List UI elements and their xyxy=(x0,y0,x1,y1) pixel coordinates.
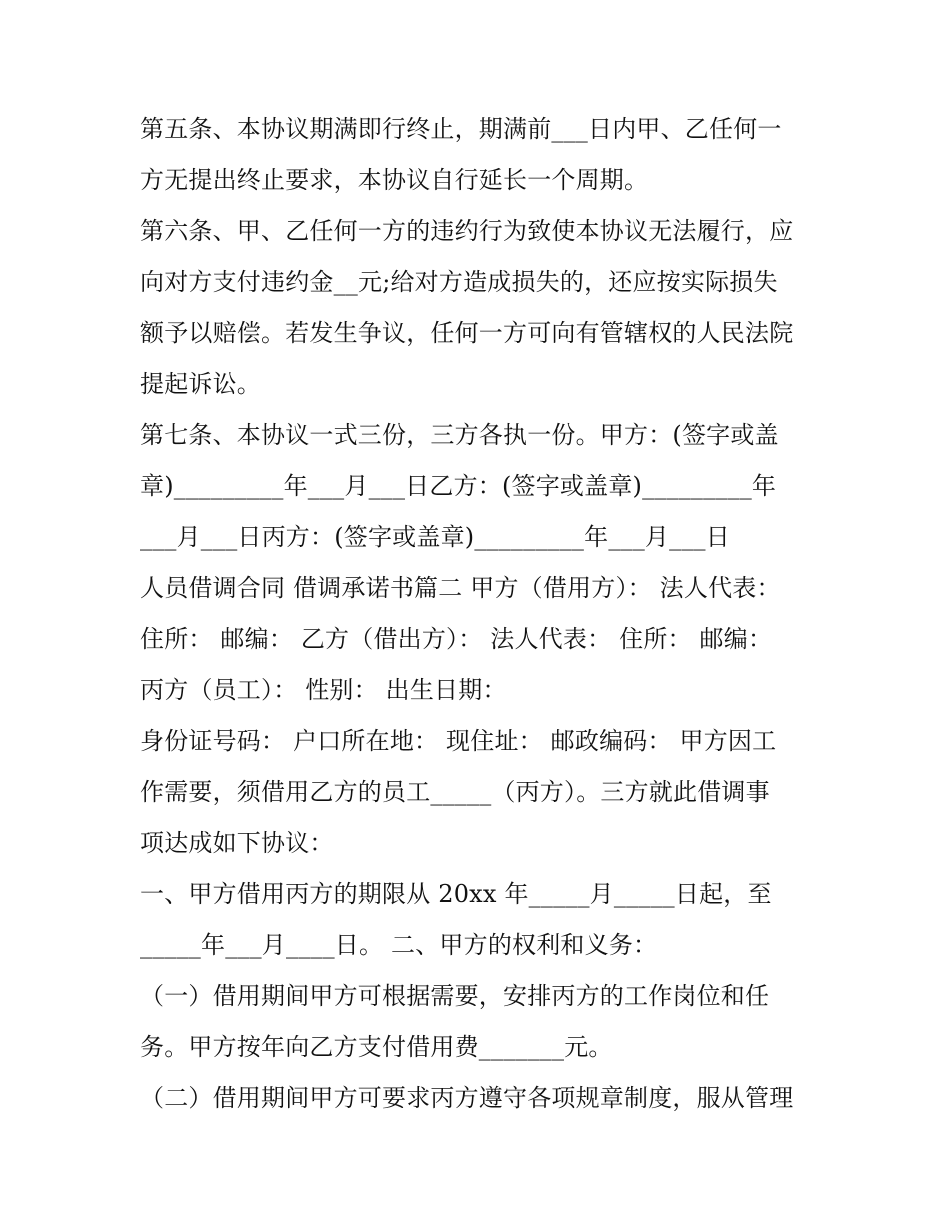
text-line-14: 作需要，须借用乙方的员工_____（丙方）。三方就此借调事 xyxy=(140,778,770,806)
text-line-2: 方无提出终止要求，本协议自行延长一个周期。 xyxy=(140,166,649,194)
text-line-17: _____年___月____日。 二、甲方的权利和义务： xyxy=(140,931,658,959)
text-line-11: 住所： 邮编： 乙方（借出方）： 法人代表： 住所： 邮编： xyxy=(140,625,773,653)
text-line-4: 向对方支付违约金__元;给对方造成损失的，还应按实际损失 xyxy=(140,268,778,296)
text-line-20: （二）借用期间甲方可要求丙方遵守各项规章制度，服从管理 xyxy=(140,1084,794,1112)
text-line-7: 第七条、本协议一式三份，三方各执一份。甲方：(签字或盖 xyxy=(140,421,779,449)
text-line-15: 项达成如下协议： xyxy=(140,829,334,857)
text-line-5: 额予以赔偿。若发生争议，任何一方可向有管辖权的人民法院 xyxy=(140,319,794,347)
text-line-16: 一、甲方借用丙方的期限从 20xx 年_____月_____日起，至 xyxy=(140,880,772,908)
text-line-9: ___月___日丙方：(签字或盖章)_________年___月___日 xyxy=(140,523,730,551)
text-line-12: 丙方（员工）： 性别： 出生日期： xyxy=(140,676,507,704)
text-line-10: 人员借调合同 借调承诺书篇二 甲方（借用方）： 法人代表： xyxy=(140,574,781,602)
text-line-18: （一）借用期间甲方可根据需要，安排丙方的工作岗位和任 xyxy=(140,982,770,1010)
text-line-6: 提起诉讼。 xyxy=(140,370,261,398)
text-line-1: 第五条、本协议期满即行终止，期满前___日内甲、乙任何一 xyxy=(140,115,782,143)
document-body xyxy=(140,104,820,1124)
text-line-3: 第六条、甲、乙任何一方的违约行为致使本协议无法履行，应 xyxy=(140,217,794,245)
text-line-19: 务。甲方按年向乙方支付借用费_______元。 xyxy=(140,1033,613,1061)
text-line-13: 身份证号码： 户口所在地： 现住址： 邮政编码： 甲方因工 xyxy=(140,727,777,755)
text-line-8: 章)_________年___月___日乙方：(签字或盖章)_________年 xyxy=(140,472,777,500)
